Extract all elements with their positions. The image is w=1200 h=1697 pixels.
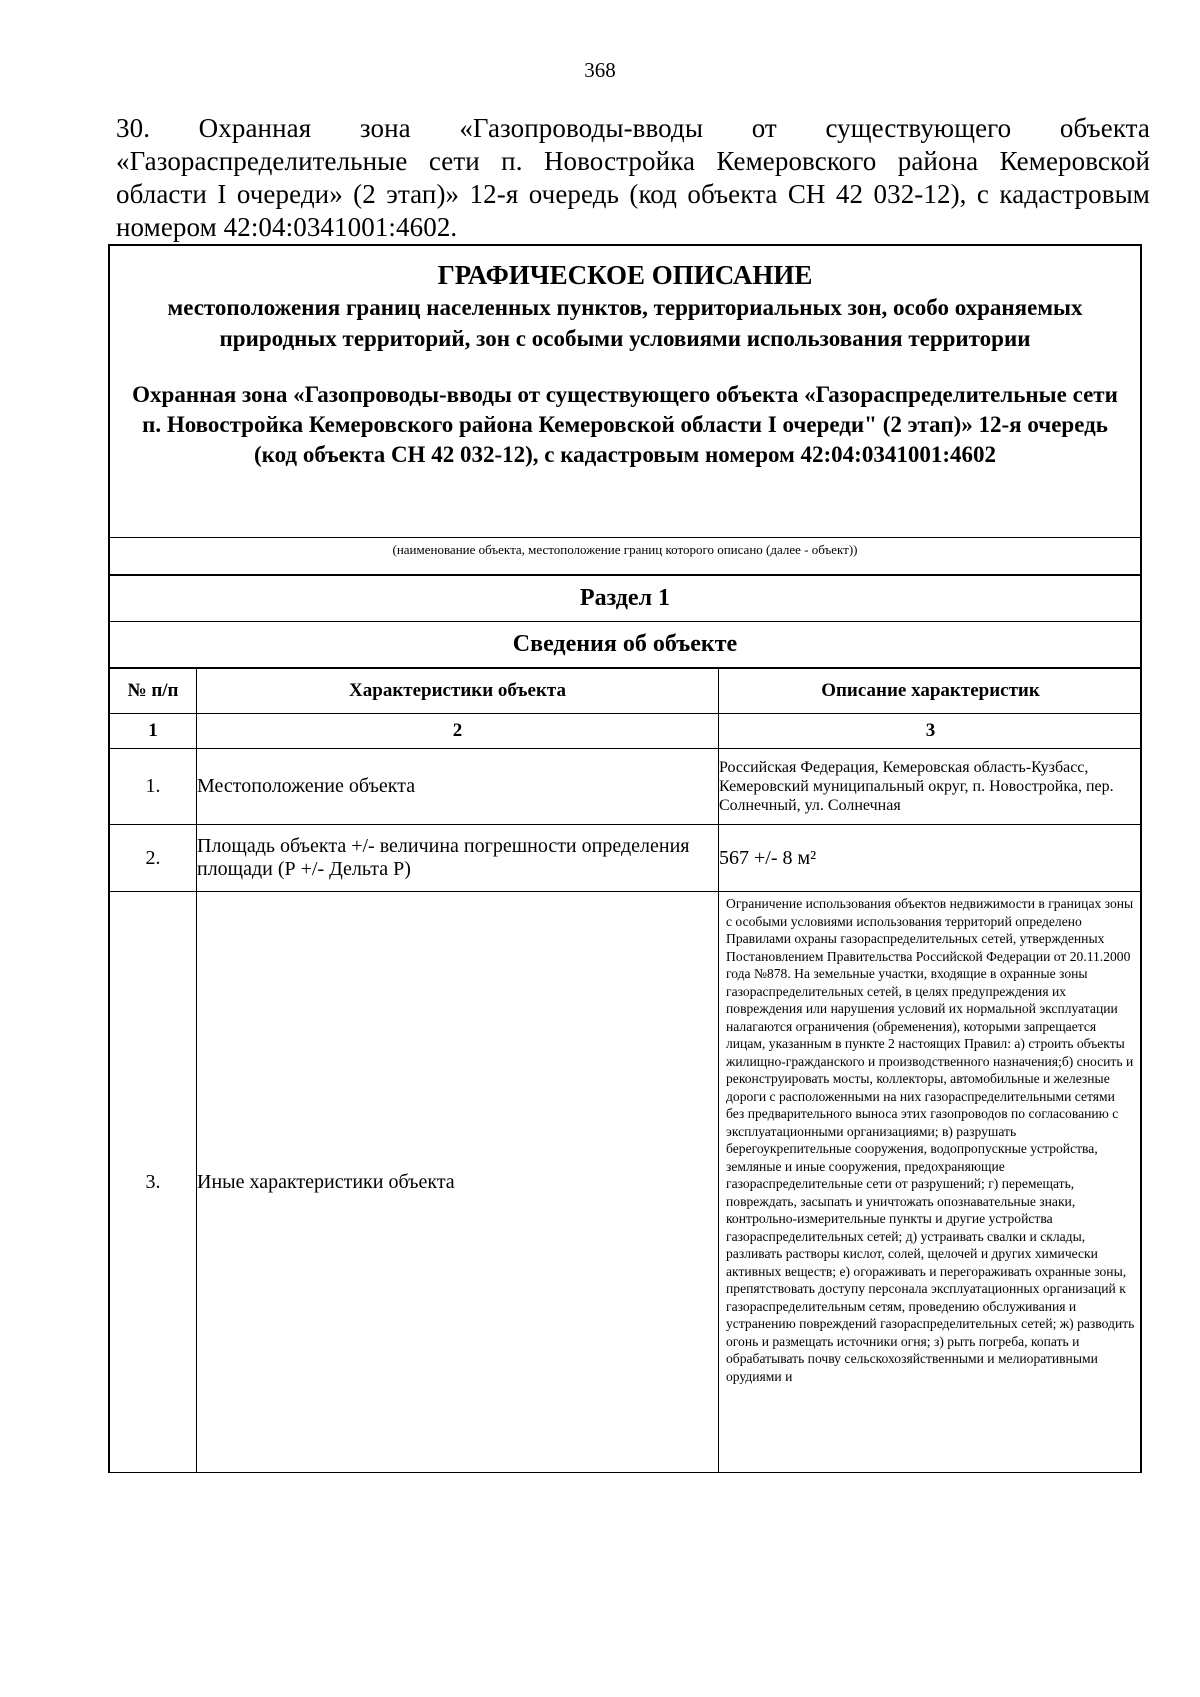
column-number: 3 <box>719 714 1143 749</box>
intro-paragraph: 30. Охранная зона «Газопроводы-вводы от существующего объекта «Газораспределительные сети п. Новостройка Кемеровского района Кемеровской области I очереди» (2 этап)» 12-я очередь (код объекта СН 42 032-12), с кадастровым номером 42:04:0341001:4602. <box>116 113 1150 242</box>
table-row <box>110 892 1142 1473</box>
column-header: № п/п <box>110 669 197 714</box>
object-name: Охранная зона «Газопроводы-вводы от существующего объекта «Газораспределительные сети п. Новостройка Кемеровского района Кемеровской области I очереди" (2 этап)» 12-я очередь (код объекта СН 42 032-12), с кадастровым номером 42:04:0341001:4602 <box>132 382 1118 467</box>
object-caption: (наименование объекта, местоположение границ которого описано (далее - объект)) <box>110 538 1140 576</box>
row-number: 2. <box>110 825 197 892</box>
form-subtitle: местоположения границ населенных пунктов, территориальных зон, особо охраняемых природных территорий, зон с особыми условиями использования территории <box>167 295 1083 351</box>
section-subtitle: Сведения об объекте <box>110 622 1140 668</box>
row-characteristic: Иные характеристики объекта <box>197 892 719 1473</box>
row-description: 567 +/- 8 м² <box>719 825 1143 892</box>
row-number: 1. <box>110 749 197 825</box>
table-row <box>110 825 1142 892</box>
column-number: 2 <box>197 714 719 749</box>
form-title: ГРАФИЧЕСКОЕ ОПИСАНИЕ <box>437 260 813 290</box>
column-header: Описание характеристик <box>719 669 1143 714</box>
table-header-row <box>110 669 1142 714</box>
row-description: Ограничение использования объектов недвижимости в границах зоны с особыми условиями использования территорий определено Правилами охраны газораспределительных сетей, утвержденных Постановлением Правительства Российской Федерации от 20.11.2000 года №878. На земельные участки, входящие в охранные зоны газораспределительных сетей, в целях предупреждения их повреждения или нарушения условий их нормальной эксплуатации налагаются ограничения (обременения), которыми запрещается лицам, указанным в пункте 2 настоящих Правил: а) строить объекты жилищно-гражданского и производственного назначения;б) сносить и реконструировать мосты, коллекторы, автомобильные и железные дороги с расположенными на них газораспределительными сетями без предварительного выноса этих газопроводов по согласованию с эксплуатационными организациями; в) разрушать берегоукрепительные сооружения, водопропускные устройства, земляные и иные сооружения, предохраняющие газораспределительные сети от разрушений; г) перемещать, повреждать, засыпать и уничтожать опознавательные знаки, контрольно-измерительные пункты и другие устройства газораспределительных сетей; д) устраивать свалки и склады, разливать растворы кислот, солей, щелочей и других химически активных веществ; е) огораживать и перегораживать охранные зоны, препятствовать доступу персонала эксплуатационных организаций к газораспределительным сетям, проведению обслуживания и устранению повреждений газораспределительных сетей; ж) разводить огонь и размещать источники огня; з) рыть погреба, копать и обрабатывать почву сельскохозяйственными и мелиоративными орудиями и <box>726 896 1135 1384</box>
section-title: Раздел 1 <box>110 576 1140 622</box>
row-description: Российская Федерация, Кемеровская область-Кузбасс, Кемеровский муниципальный округ, п. Новостройка, пер. Солнечный, ул. Солнечная <box>719 749 1143 825</box>
row-characteristic: Местоположение объекта <box>197 749 719 825</box>
row-number: 3. <box>110 892 197 1473</box>
column-header: Характеристики объекта <box>197 669 719 714</box>
column-number: 1 <box>110 714 197 749</box>
object-properties-table <box>110 668 1142 1473</box>
graphic-description-form <box>108 244 1142 1473</box>
form-header <box>110 246 1140 538</box>
column-number-row <box>110 714 1142 749</box>
page-number: 368 <box>584 58 616 82</box>
table-row <box>110 749 1142 825</box>
row-characteristic: Площадь объекта +/- величина погрешности определения площади (Р +/- Дельта Р) <box>197 825 719 892</box>
